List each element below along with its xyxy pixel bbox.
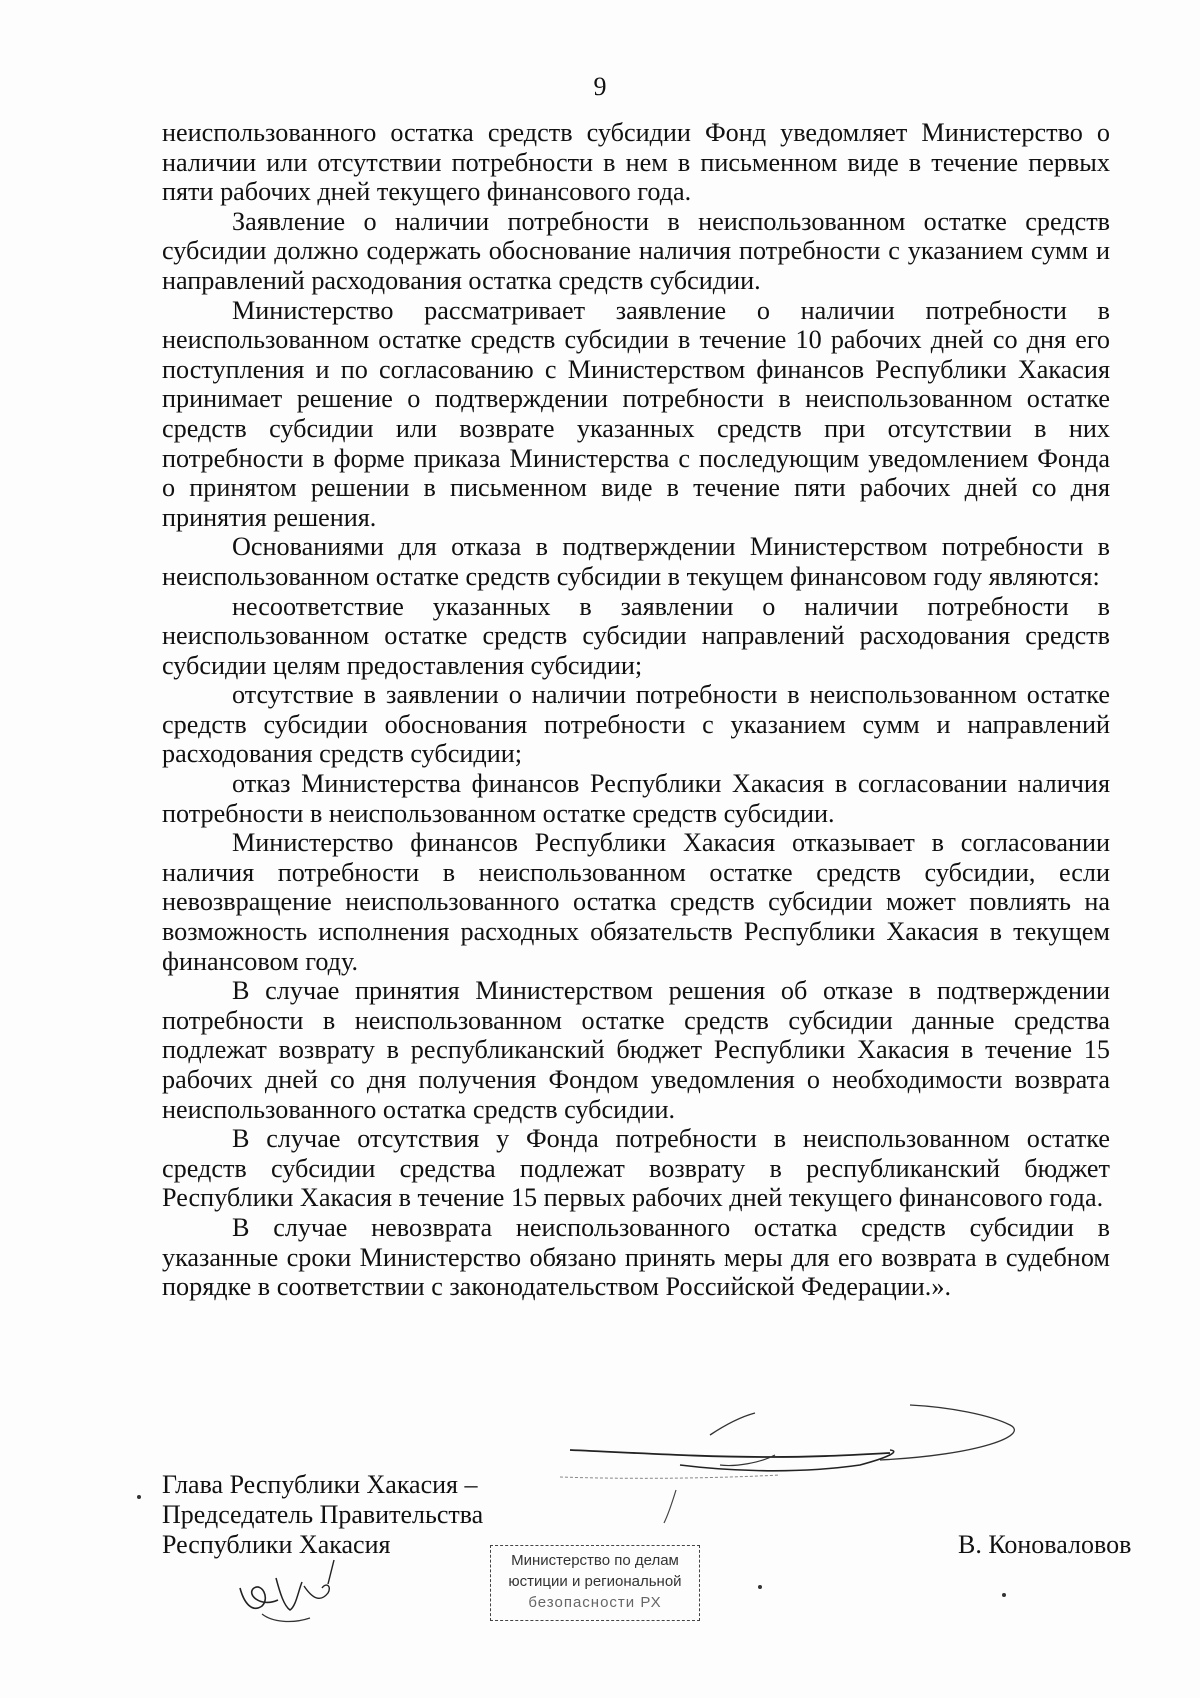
stamp-line: безопасности РХ	[528, 1594, 662, 1611]
stamp-line: юстиции и региональной	[508, 1573, 682, 1590]
handwritten-signature	[560, 1395, 1120, 1535]
paragraph: В случае принятия Министерством решения об отказе в подтверждении потребности в неиспользованном остатке средств субсидии данные средства подлежат возврату в республиканский бюджет Республики Хакасия в течение 15 рабочих дней со дня получения Фондом уведомления о необходимости возврата неиспользованного остатка средств субсидии.	[162, 976, 1110, 1124]
paragraph: Министерство рассматривает заявление о наличии потребности в неиспользованном остатке средств субсидии в течение 10 рабочих дней со дня его поступления и по согласованию с Министерством финансов Республики Хакасия принимает решение о подтверждении потребности в неиспользованном остатке средств субсидии или возврате указанных средств при отсутствии в них потребности в форме приказа Министерства с последующим уведомлением Фонда о принятом решении в письменном виде в течение пяти рабочих дней со дня принятия решения.	[162, 295, 1110, 532]
registration-stamp	[490, 1545, 700, 1621]
paragraph: неиспользованного остатка средств субсидии Фонд уведомляет Министерство о наличии или отсутствии потребности в нем в письменном виде в течение первых пяти рабочих дней текущего финансового года.	[162, 118, 1110, 207]
paragraph: Заявление о наличии потребности в неиспользованном остатке средств субсидии должно содержать обоснование наличия потребности с указанием сумм и направлений расходования остатка средств субсидии.	[162, 206, 1110, 295]
handwritten-initials	[232, 1548, 372, 1628]
paragraph: В случае отсутствия у Фонда потребности в неиспользованном остатке средств субсидии средства подлежат возврату в республиканский бюджет Республики Хакасия в течение 15 первых рабочих дней текущего финансового года.	[162, 1124, 1110, 1213]
scan-speck	[1002, 1593, 1006, 1597]
paragraph: несоответствие указанных в заявлении о наличии потребности в неиспользованном остатке средств субсидии направлений расходования средств субсидии целям предоставления субсидии;	[162, 591, 1110, 680]
signatory-title-line: Председатель Правительства	[162, 1500, 484, 1529]
signatory-name: В. Коноваловов	[958, 1530, 1132, 1559]
paragraph: отказ Министерства финансов Республики Хакасия в согласовании наличия потребности в неиспользованном остатке средств субсидии.	[162, 769, 1110, 828]
paragraph: В случае невозврата неиспользованного остатка средств субсидии в указанные сроки Министерство обязано принять меры для его возврата в судебном порядке в соответствии с законодательством Российской Федерации.».	[162, 1212, 1110, 1302]
paragraph: Основаниями для отказа в подтверждении Министерством потребности в неиспользованном остатке средств субсидии в текущем финансовом году являются:	[162, 532, 1110, 591]
scan-speck	[758, 1585, 762, 1589]
document-body	[162, 118, 1110, 1302]
paragraph: отсутствие в заявлении о наличии потребности в неиспользованном остатке средств субсидии обоснования потребности с указанием сумм и направлений расходования средств субсидии;	[162, 680, 1110, 769]
stamp-line: Министерство по делам	[511, 1552, 679, 1569]
paragraph: Министерство финансов Республики Хакасия отказывает в согласовании наличия потребности в неиспользованном остатке средств субсидии, если невозвращение неиспользованного остатка средств субсидии может повлиять на возможность исполнения расходных обязательств Республики Хакасия в текущем финансовом году.	[162, 828, 1110, 976]
signatory-title-line: Республики Хакасия	[162, 1530, 391, 1559]
scan-speck	[137, 1495, 141, 1499]
signatory-title-line: Глава Республики Хакасия –	[162, 1470, 478, 1499]
page-number: 9	[593, 72, 607, 101]
